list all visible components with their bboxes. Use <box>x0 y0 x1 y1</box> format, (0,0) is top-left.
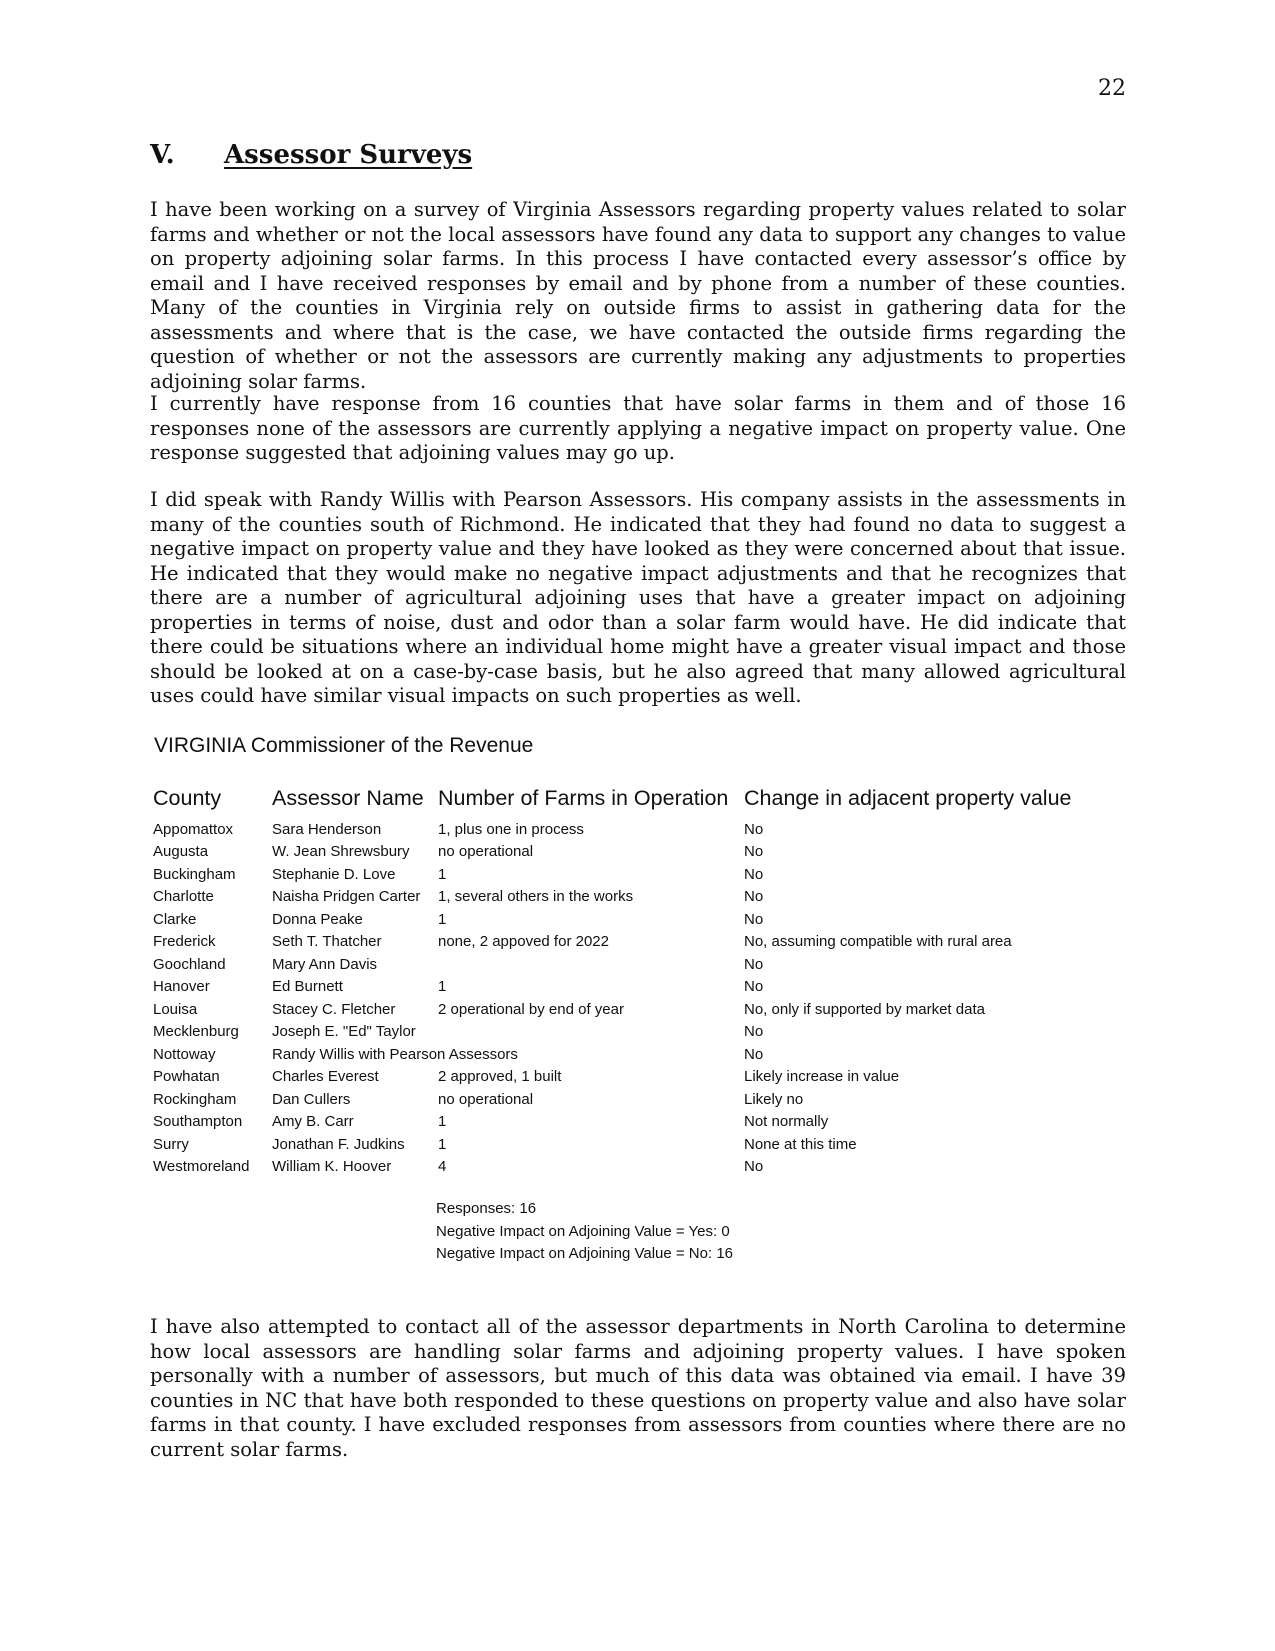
cell-assessor: Mary Ann Davis <box>272 955 378 973</box>
cell-assessor: Stephanie D. Love <box>272 865 396 883</box>
cell-change: No <box>744 1023 764 1041</box>
cell-assessor: Naisha Pridgen Carter <box>272 888 421 906</box>
cell-county: Augusta <box>153 843 209 861</box>
cell-assessor: Sara Henderson <box>272 820 382 838</box>
survey-summary <box>436 1198 733 1266</box>
summary-negative-yes: Negative Impact on Adjoining Value = Yes: 0 <box>436 1222 730 1240</box>
header-number-of-farms: Number of Farms in Operation <box>438 785 729 810</box>
cell-farms: no operational <box>438 843 534 861</box>
cell-change: No <box>744 910 764 928</box>
cell-change: No <box>744 865 764 883</box>
cell-farms <box>435 953 741 976</box>
cell-county: Goochland <box>153 955 226 973</box>
cell-farms <box>435 1021 741 1044</box>
table-row <box>150 1088 1084 1111</box>
table-row <box>150 908 1084 931</box>
cell-change: Likely increase in value <box>744 1068 900 1086</box>
cell-assessor: Seth T. Thatcher <box>272 933 382 951</box>
cell-farms: 1, plus one in process <box>438 820 584 838</box>
cell-farms: none, 2 appoved for 2022 <box>438 933 609 951</box>
cell-county: Southampton <box>153 1113 243 1131</box>
summary-negative-no: Negative Impact on Adjoining Value = No: 16 <box>436 1245 733 1262</box>
header-county: County <box>153 785 222 810</box>
cell-county: Nottoway <box>153 1045 216 1063</box>
cell-assessor: Stacey C. Fletcher <box>272 1000 396 1018</box>
cell-county: Powhatan <box>153 1068 220 1086</box>
cell-assessor: W. Jean Shrewsbury <box>272 843 410 861</box>
cell-farms: 1, several others in the works <box>438 888 634 906</box>
cell-county: Mecklenburg <box>153 1023 239 1041</box>
cell-assessor: Randy Willis with Pearson Assessors <box>272 1045 518 1063</box>
summary-responses: Responses: 16 <box>436 1200 537 1217</box>
table-row <box>150 931 1084 954</box>
table-row <box>150 841 1084 864</box>
table-row <box>150 886 1084 909</box>
table-title: VIRGINIA Commissioner of the Revenue <box>154 734 534 757</box>
cell-change: Not normally <box>744 1113 829 1131</box>
cell-farms: 2 approved, 1 built <box>438 1068 562 1086</box>
cell-county: Charlotte <box>153 888 214 906</box>
section-heading <box>150 140 472 170</box>
header-change-in-value: Change in adjacent property value <box>744 785 1072 810</box>
cell-farms: 1 <box>438 978 447 996</box>
cell-assessor: William K. Hoover <box>272 1158 392 1176</box>
table-row <box>150 1156 1084 1179</box>
cell-assessor: Amy B. Carr <box>272 1113 354 1131</box>
table-row <box>150 953 1084 976</box>
cell-assessor: Jonathan F. Judkins <box>272 1135 405 1153</box>
cell-farms: 2 operational by end of year <box>438 1000 624 1018</box>
cell-assessor: Dan Cullers <box>272 1090 351 1108</box>
table-row <box>150 1021 1084 1044</box>
header-assessor-name: Assessor Name <box>272 785 424 810</box>
cell-farms: 1 <box>438 910 447 928</box>
cell-county: Hanover <box>153 978 210 996</box>
table-row <box>150 1043 1084 1066</box>
assessor-survey-table <box>150 784 1084 1178</box>
cell-farms: 1 <box>438 1113 447 1131</box>
table-row <box>150 1111 1084 1134</box>
cell-change: No <box>744 955 764 973</box>
cell-change: No <box>744 820 764 838</box>
cell-change: No <box>744 978 764 996</box>
cell-assessor: Donna Peake <box>272 910 363 928</box>
paragraph-pearson-assessors: I did speak with Randy Willis with Pearson Assessors. His company assists in the assessments in many of the counties south of Richmond. He indicated that they had found no data to suggest a negative impact on property value and they have looked as they were concerned about that issue. He indicated that they would make no negative impact adjustments and that he recognizes that there are a number of agricultural adjoining uses that have a greater impact on adjoining properties in terms of noise, dust and odor than a solar farm would have. He did indicate that there could be situations where an individual home might have a greater visual impact and those should be looked at on a case-by-case basis, but he also agreed that many allowed agricultural uses could have similar visual impacts on such properties as well. <box>150 488 1126 707</box>
cell-change: None at this time <box>744 1135 857 1153</box>
cell-farms: 1 <box>438 1135 447 1153</box>
table-header-row <box>150 784 1084 818</box>
table-row <box>150 976 1084 999</box>
cell-assessor: Ed Burnett <box>272 978 343 996</box>
cell-farms: 1 <box>438 865 447 883</box>
table-row <box>150 1066 1084 1089</box>
cell-county: Louisa <box>153 1000 198 1018</box>
cell-change: No <box>744 1158 764 1176</box>
table-row <box>150 863 1084 886</box>
cell-change: No <box>744 843 764 861</box>
cell-assessor: Joseph E. "Ed" Taylor <box>272 1023 416 1041</box>
cell-county: Appomattox <box>153 820 234 838</box>
cell-change: Likely no <box>744 1090 804 1108</box>
cell-county: Rockingham <box>153 1090 237 1108</box>
cell-change: No <box>744 1045 764 1063</box>
cell-county: Frederick <box>153 933 216 951</box>
paragraph-response-summary: I currently have response from 16 counties that have solar farms in them and of those 16 responses none of the assessors are currently applying a negative impact on property value. One response suggested that adjoining values may go up. <box>150 392 1126 464</box>
cell-change: No, only if supported by market data <box>744 1000 985 1018</box>
table-row <box>150 998 1084 1021</box>
cell-farms: 4 <box>438 1158 447 1176</box>
cell-assessor: Charles Everest <box>272 1068 379 1086</box>
paragraph-survey-intro: I have been working on a survey of Virginia Assessors regarding property values related to solar farms and whether or not the local assessors have found any data to support any changes to value on property adjoining solar farms. In this process I have contacted every assessor’s office by email and I have received responses by email and by phone from a number of these counties. Many of the counties in Virginia rely on outside firms to assist in gathering data for the assessments and where that is the case, we have contacted the outside firms regarding the question of whether or not the assessors are currently making any adjustments to properties adjoining solar farms. <box>150 198 1126 393</box>
cell-county: Clarke <box>153 910 197 928</box>
cell-farms: no operational <box>438 1090 534 1108</box>
cell-county: Surry <box>153 1135 189 1153</box>
section-title: Assessor Surveys <box>224 140 473 170</box>
paragraph-north-carolina: I have also attempted to contact all of the assessor departments in North Carolina to determine how local assessors are handling solar farms and adjoining property values. I have spoken personally with a number of assessors, but much of this data was obtained via email. I have 39 counties in NC that have both responded to these questions on property value and also have solar farms in that county. I have excluded responses from assessors from counties where there are no current solar farms. <box>150 1315 1126 1461</box>
cell-county: Buckingham <box>153 865 236 883</box>
cell-change: No, assuming compatible with rural area <box>744 933 1012 951</box>
table-row <box>150 1133 1084 1156</box>
section-number: V. <box>150 140 175 170</box>
page-number: 22 <box>1098 76 1126 101</box>
cell-change: No <box>744 888 764 906</box>
table-row <box>150 818 1084 841</box>
cell-county: Westmoreland <box>153 1158 250 1176</box>
